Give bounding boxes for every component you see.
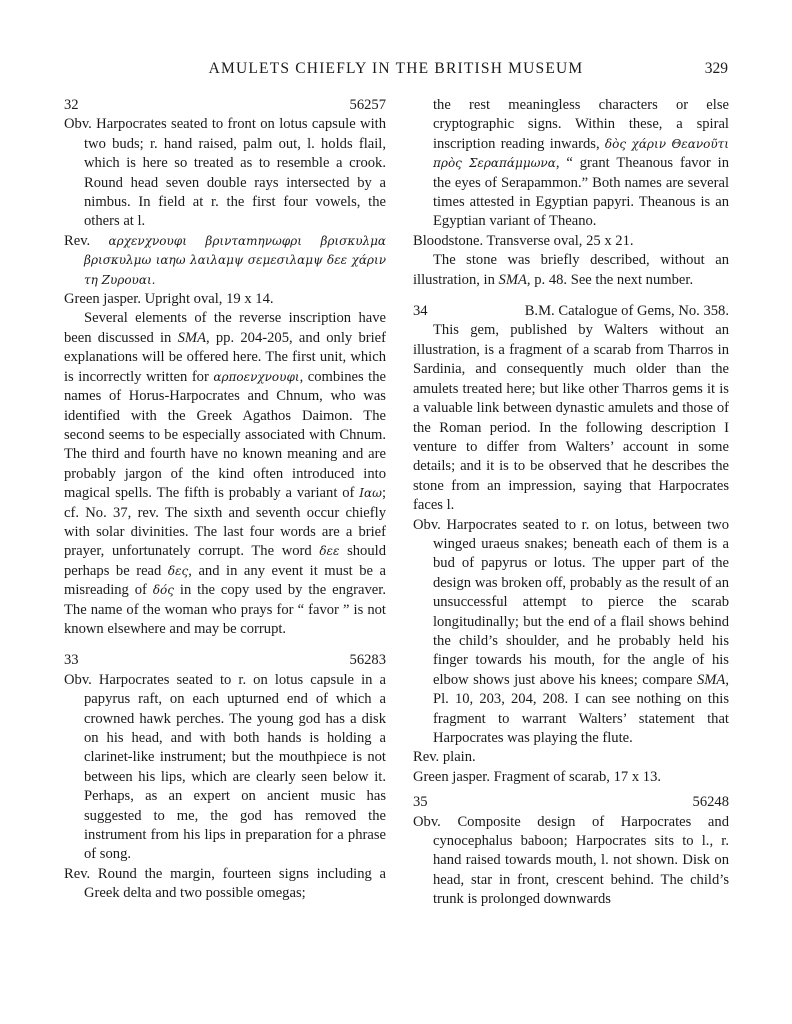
running-head: AMULETS CHIEFLY IN THE BRITISH MUSEUM: [208, 60, 584, 77]
entry-34-reverse: Rev. plain.: [413, 749, 476, 766]
entry-35-heading: [413, 793, 729, 812]
entry-32-obverse: Obv. Harpocrates seated to front on lotus capsule with two buds; r. hand raised, palm out, l. holds flail, which is here so treated as to resemble a crook. Round head seven double rays intersected by a nimbus. In field at r. the first four vowels, the others at l.: [64, 116, 386, 230]
entry-33-note: The stone was briefly described, without an illustration, in SMA, p. 48. See the next number.: [413, 252, 729, 288]
catalog-number: 56283: [349, 652, 386, 669]
entry-33-obverse: Obv. Harpocrates seated to r. on lotus capsule in a papyrus raft, on each upturned end of which a crowned hawk perches. The young god has a disk on his head, and with both hands is holding a clarinet-like instrument; but the mouthpiece is not between his lips, which are clearly seen below it. Perhaps, as an expert on ancient music has suggested to me, the god has removed the instrument from his lips in preparation for a phrase of song.: [64, 671, 386, 863]
entry-number: 32: [64, 97, 79, 113]
entry-32-heading: [64, 96, 386, 115]
entry-34-material: Green jasper. Fragment of scarab, 17 x 13.: [413, 768, 662, 785]
entry-number: 35: [413, 794, 428, 811]
entry-33-material: Bloodstone. Transverse oval, 25 x 21.: [413, 232, 634, 249]
catalog-number: 56257: [349, 97, 386, 113]
entry-35-obverse: Obv. Composite design of Harpocrates and cynocephalus baboon; Harpocrates sits to l., r. hand raised towards mouth, l. not shown. Disk on head, star in front, crescent behind. The child’s trunk is prolonged downwards: [413, 813, 729, 908]
catalog-number: 56248: [692, 794, 729, 811]
entry-33-reverse-continued: the rest meaningless characters or else cryptographic signs. Within these, a spiral inscription reading inwards, δὸς χάριν Θεανοῦτι πρὸς Σεραπάμμωνα, “ grant Theanous favor in the eyes of Serapammon.” Both names are several times attested in Egyptian papyri. Theanous is an Egyptian variant of Theano.: [433, 97, 730, 230]
entry-32-material: Green jasper. Upright oval, 19 x 14.: [64, 291, 274, 308]
entry-34-obverse: Obv. Harpocrates seated to r. on lotus, between two winged uraeus snakes; beneath each of them is a bud of papyrus or lotus. The upper part of the design was broken off, probably as the result of an unsuccessful attempt to pierce the scarab longitudinally; but the end of a flail shows behind the child’s shoulder, and he probably held his finger towards his mouth, for the angle of his elbow shows just above his knees; compare SMA, Pl. 10, 203, 204, 208. I can see nothing on this fragment to warrant Walters’ statement that Harpocrates was playing the flute.: [413, 516, 729, 746]
entry-34-intro: This gem, published by Walters without an illustration, is a fragment of a scarab from Tharros in Sardinia, and consequently much older than the amulets treated here; but like other Tharros gems it is a valuable link between dynastic amulets and those of the Roman period. In the following description I venture to differ from Walters’ account in some details; and it is to be observed that he describes the stone from an impression, saying that Harpocrates faces l.: [413, 322, 729, 514]
entry-32-reverse: [64, 232, 386, 290]
entry-number: 33: [64, 652, 79, 669]
page-number: 329: [704, 60, 728, 77]
greek-inscription: αρχενχνουφι βρινταтηνωφρι βρισκυλμα βρισκυλμω ιαηω λαιλαμψ σεμεσιλαμψ δεε χάριν τη Ζυρουαι.: [84, 233, 387, 287]
entry-number: 34: [413, 303, 428, 320]
catalog-reference: B.M. Catalogue of Gems, No. 358.: [524, 303, 729, 320]
rev-label: Rev.: [64, 232, 109, 249]
entry-33-reverse: Rev. Round the margin, fourteen signs including a Greek delta and two possible omegas;: [64, 865, 386, 902]
entry-33-heading: [64, 651, 386, 670]
right-column: [413, 96, 729, 910]
left-column: [64, 96, 386, 904]
page-header: [64, 60, 728, 84]
entry-34-heading: [413, 302, 729, 321]
entry-32-commentary: Several elements of the reverse inscription have been discussed in SMA, pp. 204-205, and only brief explanations will be offered here. The first unit, which is incorrectly written for αρποενχνουφι, combines the names of Horus-Harpocrates and Chnum, who was identified with the Greek Agathos Daimon. The second seems to be especially associated with Chnum. The third and fourth have no known meaning and are probably jargon of the kind often introduced into magical spells. The fifth is probably a variant of Ιαω; cf. No. 37, rev. The sixth and seventh occur chiefly with solar divinities. The last four words are a brief prayer, unfortunately corrupt. The word δεε should perhaps be read δες, and in any event it must be a misreading of δός in the copy used by the engraver. The name of the woman who prays for “ favor ” is not known elsewhere and may be corrupt.: [64, 310, 386, 637]
